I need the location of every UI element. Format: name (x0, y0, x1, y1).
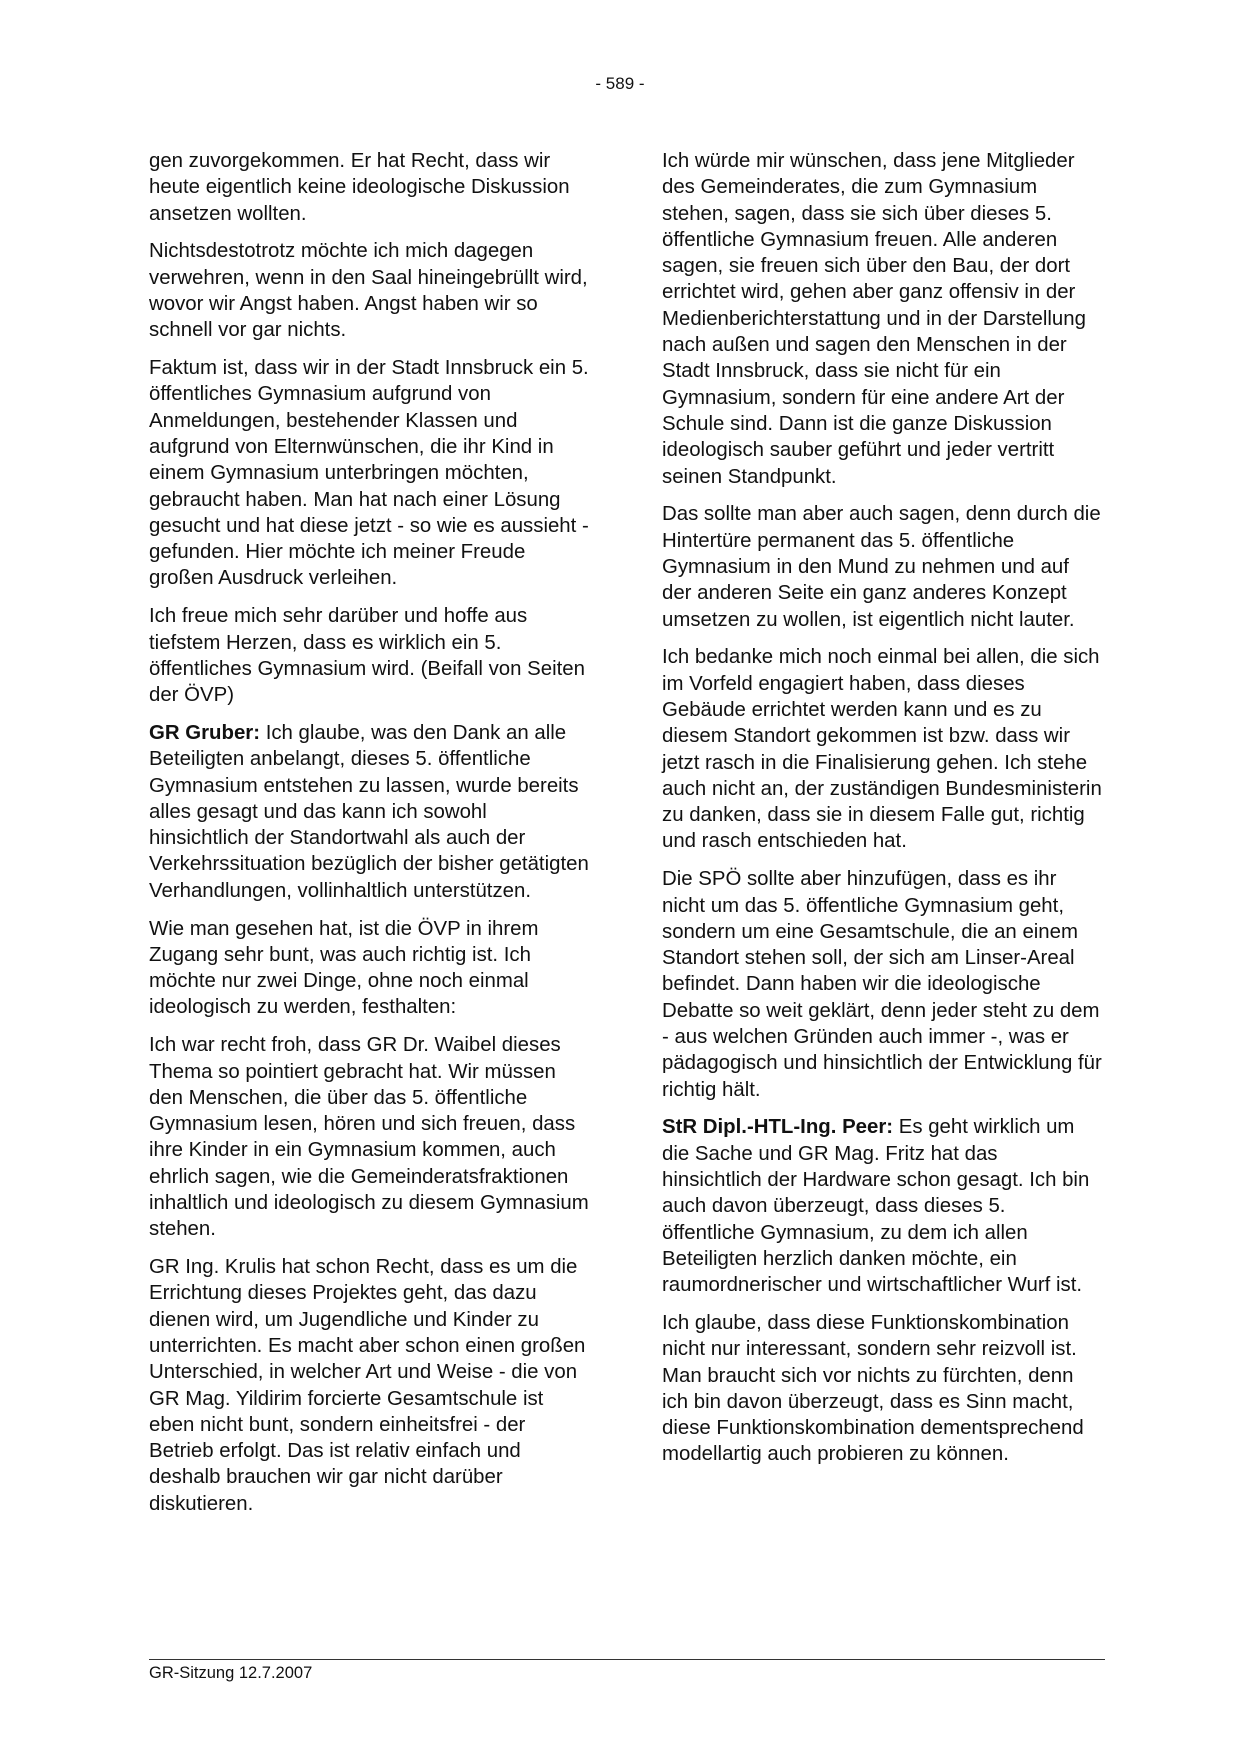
speech-text: Es geht wirklich um die Sache und GR Mag. Fritz hat das hinsichtlich der Hardware schon gesagt. Ich bin auch davon überzeugt, dass dieses 5. öffentliche Gymnasium, zu dem ich allen Beteiligten herzlich danken möchte, ein raumordnerischer und wirtschaftlicher Wurf ist. (662, 1116, 1090, 1297)
speaker-paragraph (149, 720, 589, 904)
speech-text: Ich glaube, was den Dank an alle Beteiligten anbelangt, dieses 5. öffentliche Gymnasium entstehen zu lassen, wurde bereits alles gesagt und das kann ich sowohl hinsichtlich der Standortwahl als auch der Verkehrssituation bezüglich der bisher getätigten Verhandlungen, vollinhaltlich unterstützen. (149, 721, 589, 902)
footer-divider (149, 1659, 1105, 1660)
paragraph: Faktum ist, dass wir in der Stadt Innsbruck ein 5. öffentliches Gymnasium aufgrund von Anmeldungen, bestehender Klassen und aufgrund von Elternwünschen, die ihr Kind in einem Gymnasium unterbringen möchten, gebraucht haben. Man hat nach einer Lösung gesucht und hat diese jetzt - so wie es aussieht - gefunden. Hier möchte ich meiner Freude großen Ausdruck verleihen. (149, 357, 589, 590)
paragraph: Das sollte man aber auch sagen, denn durch die Hintertüre permanent das 5. öffentliche Gymnasium in den Mund zu nehmen und auf der anderen Seite ein ganz anderes Konzept umsetzen zu wollen, ist eigentlich nicht lauter. (662, 503, 1101, 631)
speaker-paragraph (662, 1114, 1102, 1298)
paragraph: Ich bedanke mich noch einmal bei allen, die sich im Vorfeld engagiert haben, dass dieses Gebäude errichtet werden kann und es zu diesem Standort gekommen ist bzw. dass wir jetzt rasch in die Finalisierung gehen. Ich stehe auch nicht an, der zuständigen Bundesministerin zu danken, dass sie in diesem Falle gut, richtig und rasch entschieden hat. (662, 646, 1102, 853)
paragraph: Ich freue mich sehr darüber und hoffe aus tiefstem Herzen, dass es wirklich ein 5. öffentliches Gymnasium wird. (Beifall von Seiten der ÖVP) (149, 605, 585, 707)
paragraph: gen zuvorgekommen. Er hat Recht, dass wir heute eigentlich keine ideologische Diskussion ansetzen wollten. (149, 150, 570, 225)
left-column (149, 148, 589, 1529)
paragraph: Ich war recht froh, dass GR Dr. Waibel dieses Thema so pointiert gebracht hat. Wir müssen den Menschen, die über das 5. öffentliche Gymnasium lesen, hören und sich freuen, dass ihre Kinder in ein Gymnasium kommen, auch ehrlich sagen, wie die Gemeinderatsfraktionen inhaltlich und ideologisch zu diesem Gymnasium stehen. (149, 1034, 589, 1241)
paragraph: Die SPÖ sollte aber hinzufügen, dass es ihr nicht um das 5. öffentliche Gymnasium geht, sondern um eine Gesamtschule, die an einem Standort stehen soll, der sich am Linser-Areal befindet. Dann haben wir die ideologische Debatte so weit geklärt, denn jeder steht zu dem - aus welchen Gründen auch immer -, was er pädagogisch und hinsichtlich der Entwicklung für richtig hält. (662, 868, 1102, 1101)
speaker-name: GR Gruber: (149, 721, 261, 744)
paragraph: GR Ing. Krulis hat schon Recht, dass es um die Errichtung dieses Projektes geht, das dazu dienen wird, um Jugendliche und Kinder zu unterrichten. Es macht aber schon einen großen Unterschied, in welcher Art und Weise - die von GR Mag. Yildirim forcierte Gesamtschule ist eben nicht bunt, sondern einheitsfrei - der Betrieb erfolgt. Das ist relativ einfach und deshalb brauchen wir gar nicht darüber diskutieren. (149, 1256, 586, 1515)
paragraph: Ich würde mir wünschen, dass jene Mitglieder des Gemeinderates, die zum Gymnasium stehen, sagen, dass sie sich über dieses 5. öffentliche Gymnasium freuen. Alle anderen sagen, sie freuen sich über den Bau, der dort errichtet wird, gehen aber ganz offensiv in der Medienberichterstattung und in der Darstellung nach außen und sagen den Menschen in der Stadt Innsbruck, dass sie nicht für ein Gymnasium, sondern für eine andere Art der Schule sind. Dann ist die ganze Diskussion ideologisch sauber geführt und jeder vertritt seinen Standpunkt. (662, 150, 1086, 488)
paragraph: Nichtsdestotrotz möchte ich mich dagegen verwehren, wenn in den Saal hineingebrüllt wird, wovor wir Angst haben. Angst haben wir so schnell vor gar nichts. (149, 240, 588, 342)
paragraph: Wie man gesehen hat, ist die ÖVP in ihrem Zugang sehr bunt, was auch richtig ist. Ich möchte nur zwei Dinge, ohne noch einmal ideologisch zu werden, festhalten: (149, 917, 539, 1019)
page-number: - 589 - (595, 74, 645, 93)
speaker-name: StR Dipl.-HTL-Ing. Peer: (662, 1116, 894, 1139)
right-column (662, 148, 1102, 1479)
paragraph: Ich glaube, dass diese Funktionskombination nicht nur interessant, sondern sehr reizvoll ist. Man braucht sich vor nichts zu fürchten, denn ich bin davon überzeugt, dass es Sinn macht, diese Funktionskombination dementsprechend modellartig auch probieren zu können. (662, 1311, 1084, 1466)
footer-session-date: GR-Sitzung 12.7.2007 (149, 1664, 313, 1682)
